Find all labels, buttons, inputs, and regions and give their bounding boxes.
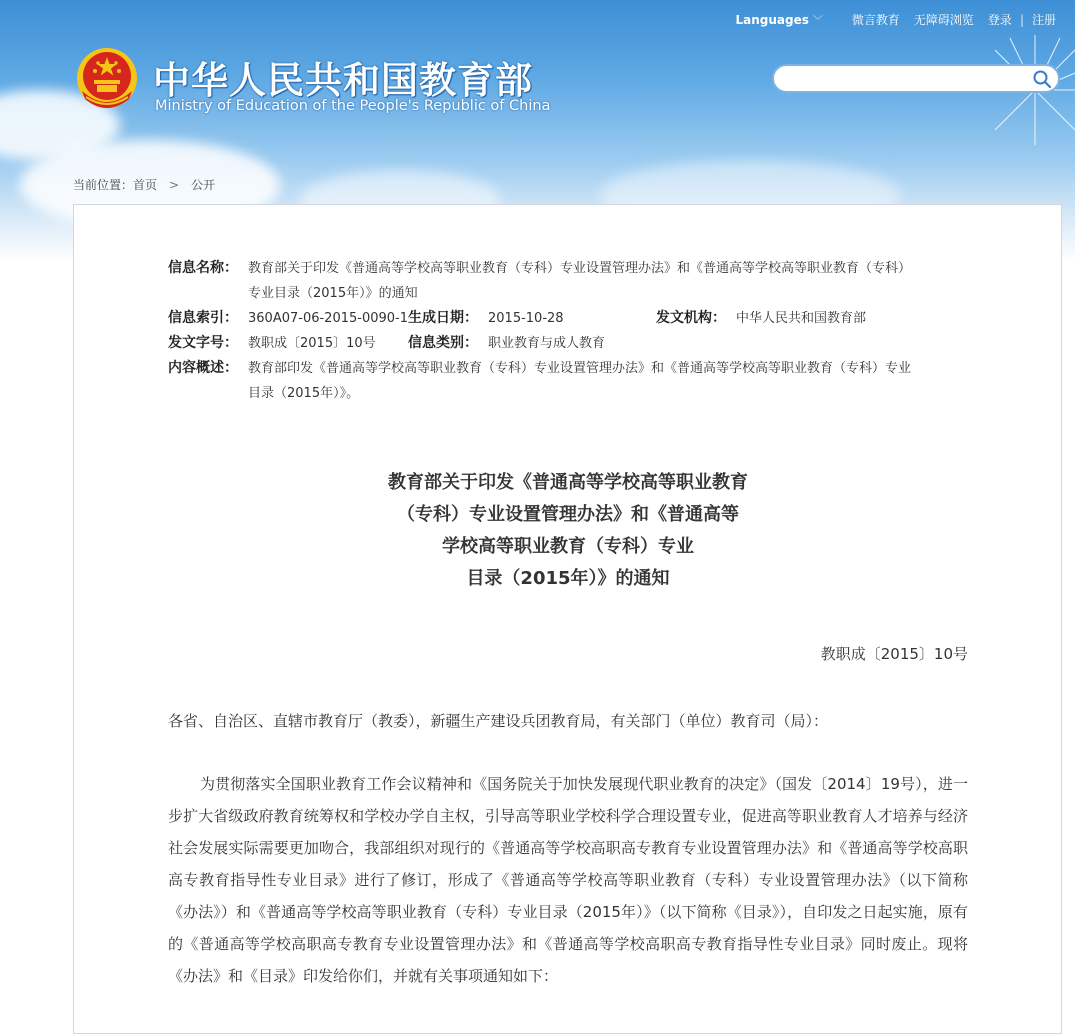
search-icon[interactable] [1032,69,1052,89]
document-title-line: （专科）专业设置管理办法》和《普通高等 [397,504,739,525]
meta-row-name [168,256,968,306]
weibo-link[interactable]: 微言教育 [851,13,900,27]
info-date-value: 2015-10-28 [488,311,564,326]
info-metadata [168,256,968,406]
info-name-value [248,256,968,306]
breadcrumb [73,176,215,193]
document-title [168,467,968,595]
info-summary-label: 内容概述： [168,360,238,376]
register-link[interactable]: 注册 [1031,13,1056,27]
site-title-english: Ministry of Education of the People's Republic of China [155,98,551,114]
document-paragraph: 为贯彻落实全国职业教育工作会议精神和《国务院关于加快发展现代职业教育的决定》（国发〔2014〕19号），进一步扩大省级政府教育统筹权和学校办学自主权，引导高等职业学校科学合理设置专业，促进高等职业教育人才培养与经济社会发展实际需要更加吻合，我部组织对现行的《普通高等学校高职高专教育专业设置管理办法》和《普通高等学校高职高专教育指导性专业目录》进行了修订，形成了《普通高等学校高等职业教育（专科）专业设置管理办法》（以下简称《办法》）和《普通高等学校高等职业教育（专科）专业目录（2015年）》（以下简称《目录》），自印发之日起实施，原有的《普通高等学校高职高专教育专业设置管理办法》和《普通高等学校高职高专教育指导性专业目录》同时废止。现将《办法》和《目录》印发给你们，并就有关事项通知如下： [168,775,968,985]
breadcrumb-label: 当前位置： [73,178,134,192]
languages-label: Languages [735,12,809,27]
info-category-label: 信息类别： [408,335,478,351]
search-box [772,64,1060,93]
meta-row-docno [168,331,968,356]
chevron-down-icon: ﹀ [812,16,823,27]
meta-row-summary [168,356,968,406]
breadcrumb-public[interactable]: 公开 [191,178,216,192]
breadcrumb-arrow: > [169,177,180,192]
info-category-value: 职业教育与成人教育 [488,336,606,351]
info-org-value: 中华人民共和国教育部 [736,311,867,326]
national-emblem-icon [74,47,140,113]
info-summary-line2: 目录（2015年）》。 [248,386,360,401]
document-number: 教职成〔2015〕10号 [820,645,968,663]
document-title-line: 学校高等职业教育（专科）专业 [442,536,694,557]
document-salutation: 各省、自治区、直辖市教育厅（教委），新疆生产建设兵团教育局，有关部门（单位）教育司（局）： [168,712,829,730]
info-name-line2: 专业目录（2015年）》的通知 [248,286,418,301]
info-index-value: 360A07-06-2015-0090-1 [248,311,408,326]
languages-menu[interactable] [736,12,823,27]
info-summary-value [248,356,968,406]
login-link[interactable]: 登录 [987,13,1012,27]
info-name-line1: 教育部关于印发《普通高等学校高等职业教育（专科）专业设置管理办法》和《普通高等学校高等职业教育（专科） [248,261,912,276]
nav-separator: | [1019,12,1024,27]
breadcrumb-home[interactable]: 首页 [133,178,158,192]
search-input[interactable] [786,69,1030,90]
info-name-label: 信息名称： [168,260,238,276]
info-docno-value: 教职成〔2015〕10号 [248,336,376,351]
info-summary-line1: 教育部印发《普通高等学校高等职业教育（专科）专业设置管理办法》和《普通高等学校高等职业教育（专科）专业 [248,361,912,376]
info-docno-label: 发文字号： [168,335,238,351]
document-title-line: 目录（2015年）》的通知 [466,568,670,589]
info-org-label: 发文机构： [656,310,726,326]
meta-row-index [168,306,968,331]
info-index-label: 信息索引： [168,310,238,326]
top-navigation [736,11,1064,28]
document-title-line: 教育部关于印发《普通高等学校高等职业教育 [388,472,748,493]
site-title[interactable]: 中华人民共和国教育部 [153,59,533,102]
accessible-browse-link[interactable]: 无障碍浏览 [913,13,974,27]
info-date-label: 生成日期： [408,310,478,326]
